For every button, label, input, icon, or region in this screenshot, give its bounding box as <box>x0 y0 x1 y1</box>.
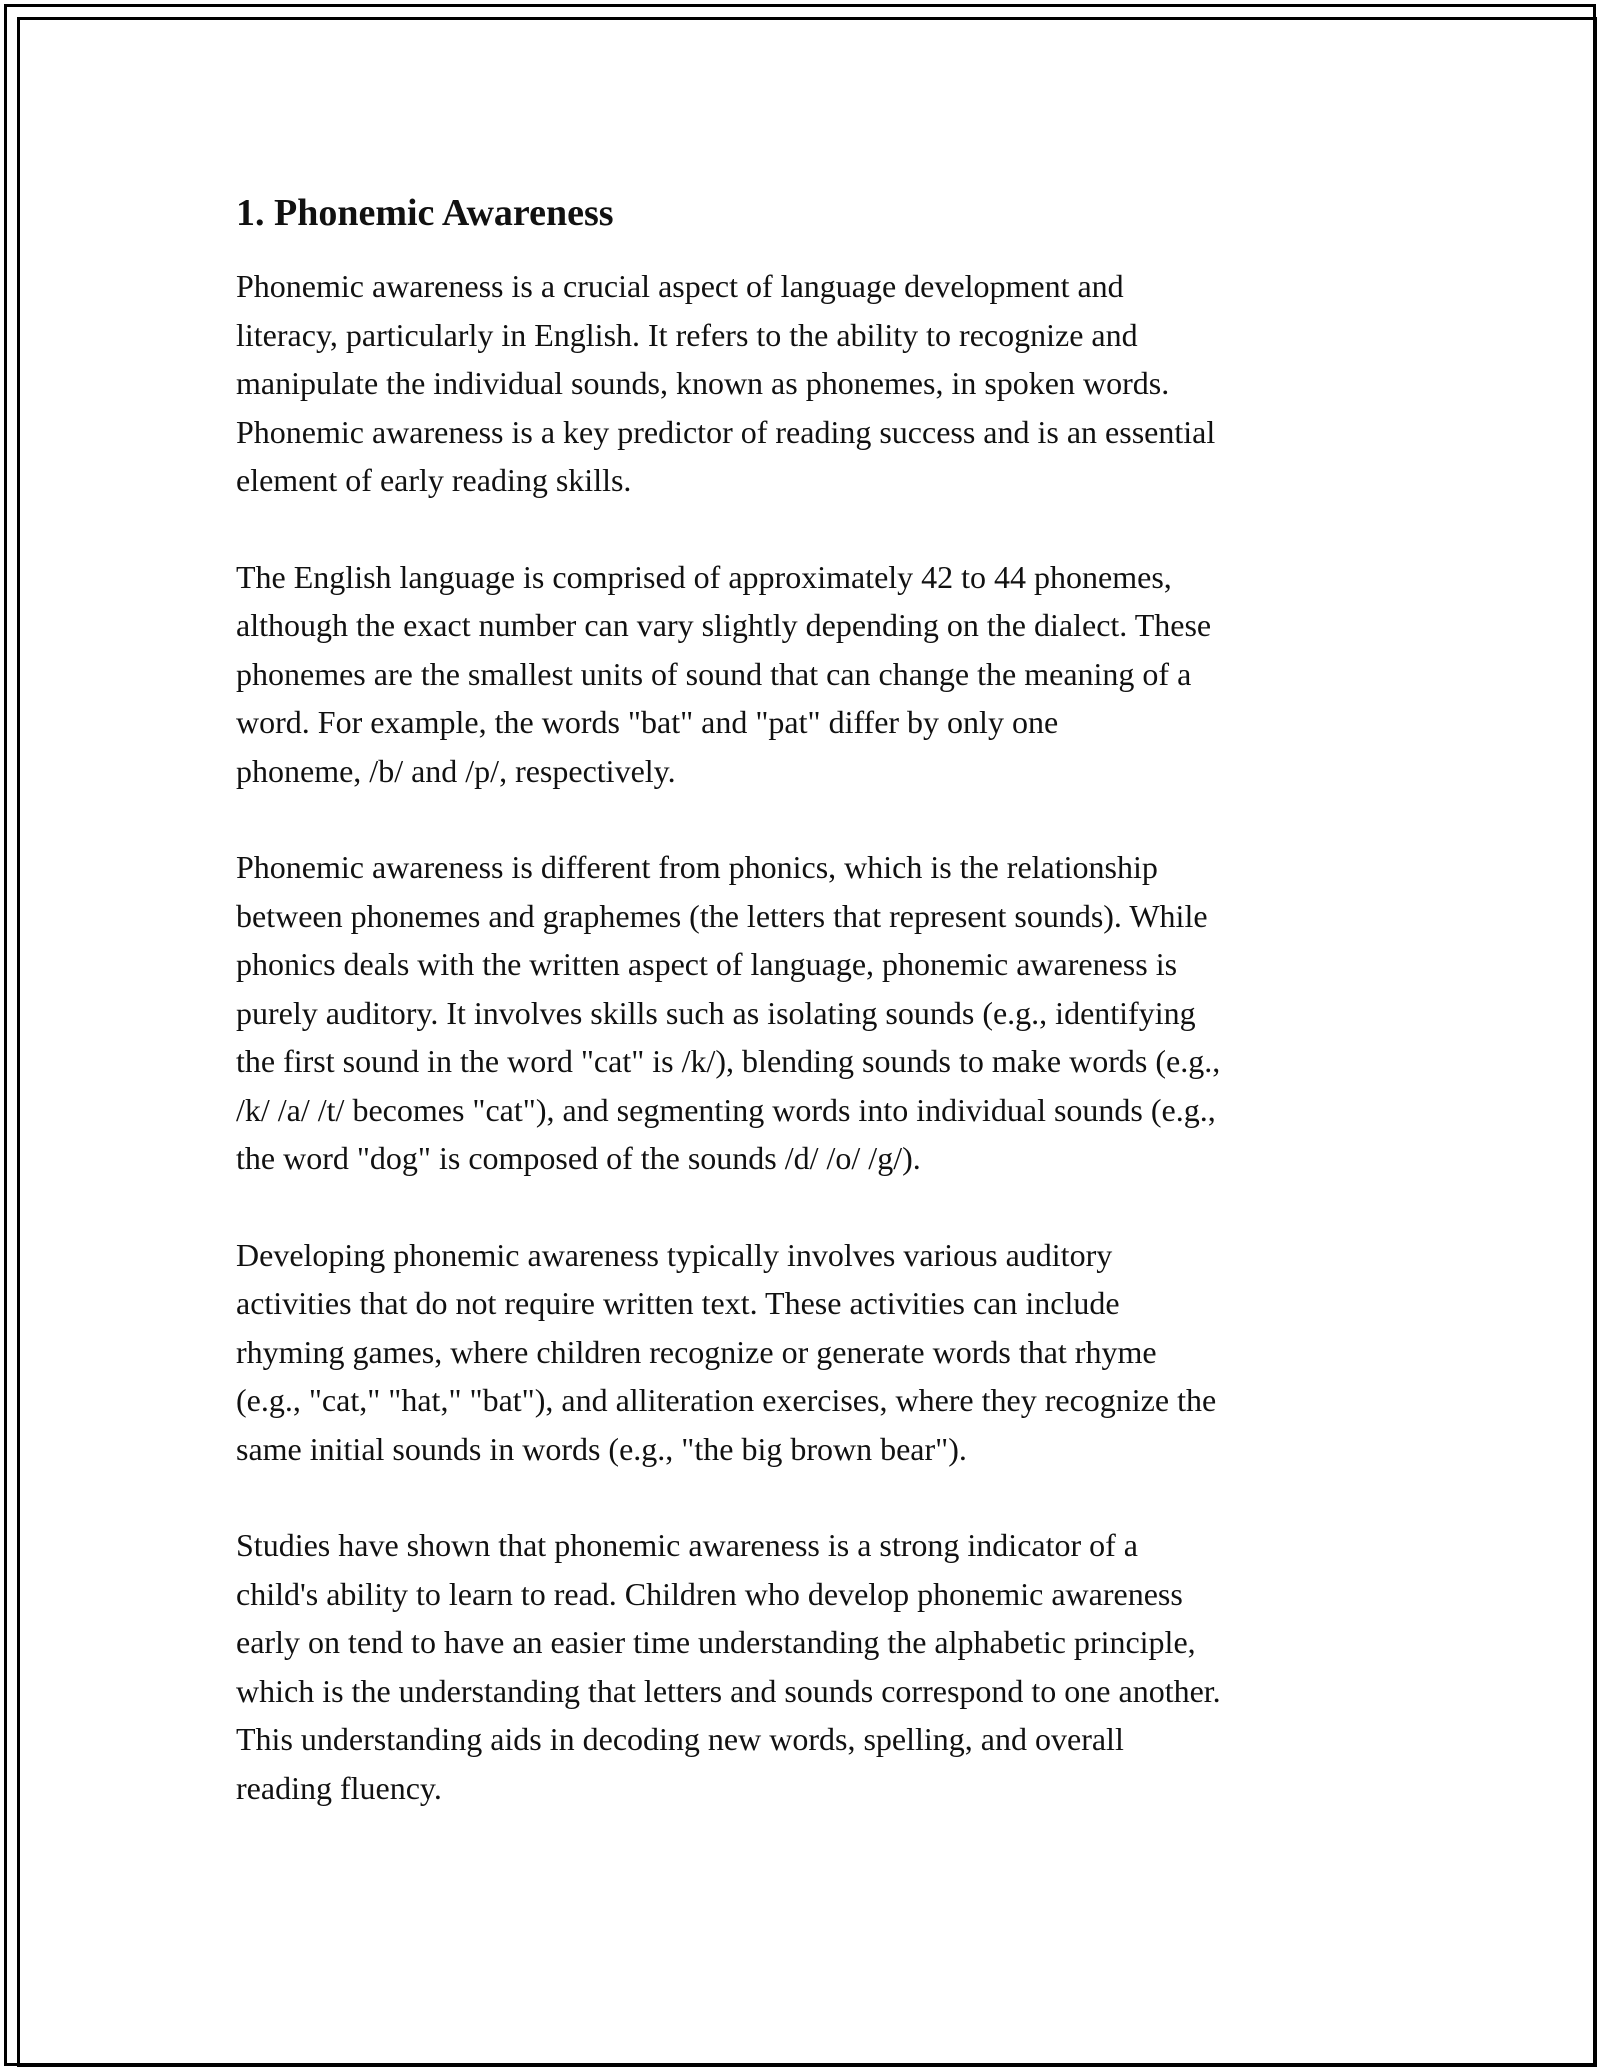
paragraph-line: the first sound in the word "cat" is /k/), blending sounds to make words (e.g., <box>236 1043 1221 1079</box>
paragraph-line: same initial sounds in words (e.g., "the big brown bear"). <box>236 1430 967 1467</box>
paragraph-line: although the exact number can vary slightly depending on the dialect. These <box>236 607 1212 643</box>
paragraph-line: Phonemic awareness is different from phonics, which is the relationship <box>236 849 1158 885</box>
paragraph-line: which is the understanding that letters and sounds correspond to one another. <box>236 1672 1221 1709</box>
paragraph-line: child's ability to learn to read. Children who develop phonemic awareness <box>236 1575 1183 1612</box>
paragraph-line: activities that do not require written text. These activities can include <box>236 1285 1120 1321</box>
section-title: 1. Phonemic Awareness <box>236 192 614 234</box>
paragraph-line: phoneme, /b/ and /p/, respectively. <box>236 752 676 789</box>
paragraph-line: Phonemic awareness is a key predictor of reading success and is an essential <box>236 413 1216 450</box>
paragraph-line: (e.g., "cat," "hat," "bat"), and alliteration exercises, where they recognize the <box>236 1382 1217 1418</box>
paragraph-4 <box>236 1231 1376 1474</box>
paragraph-line: literacy, particularly in English. It refers to the ability to recognize and <box>236 316 1138 353</box>
paragraph-3 <box>236 843 1376 1183</box>
paragraph-5 <box>236 1521 1376 1812</box>
paragraph-line: rhyming games, where children recognize or generate words that rhyme <box>236 1333 1157 1370</box>
paragraph-line: Studies have shown that phonemic awareness is a strong indicator of a <box>236 1527 1138 1563</box>
paragraph-2 <box>236 553 1376 796</box>
paragraph-line: element of early reading skills. <box>236 462 632 498</box>
paragraph-line: reading fluency. <box>236 1769 442 1806</box>
paragraph-line: This understanding aids in decoding new words, spelling, and overall <box>236 1721 1124 1757</box>
paragraph-1 <box>236 262 1376 505</box>
document-body <box>236 186 1376 1860</box>
paragraph-line: purely auditory. It involves skills such as isolating sounds (e.g., identifying <box>236 994 1196 1031</box>
paragraph-line: /k/ /a/ /t/ becomes "cat"), and segmenting words into individual sounds (e.g., <box>236 1091 1216 1128</box>
paragraph-line: phonics deals with the written aspect of language, phonemic awareness is <box>236 946 1178 982</box>
paragraph-line: early on tend to have an easier time understanding the alphabetic principle, <box>236 1624 1196 1660</box>
paragraph-line: word. For example, the words "bat" and "pat" differ by only one <box>236 704 1059 740</box>
paragraph-line: phonemes are the smallest units of sound that can change the meaning of a <box>236 655 1192 692</box>
paragraph-line: Phonemic awareness is a crucial aspect of language development and <box>236 268 1124 304</box>
paragraph-line: manipulate the individual sounds, known as phonemes, in spoken words. <box>236 365 1170 401</box>
paragraph-line: between phonemes and graphemes (the letters that represent sounds). While <box>236 897 1208 934</box>
paragraph-line: The English language is comprised of approximately 42 to 44 phonemes, <box>236 558 1172 595</box>
paragraph-line: the word "dog" is composed of the sounds /d/ /o/ /g/). <box>236 1140 921 1176</box>
paragraph-line: Developing phonemic awareness typically involves various auditory <box>236 1236 1113 1273</box>
